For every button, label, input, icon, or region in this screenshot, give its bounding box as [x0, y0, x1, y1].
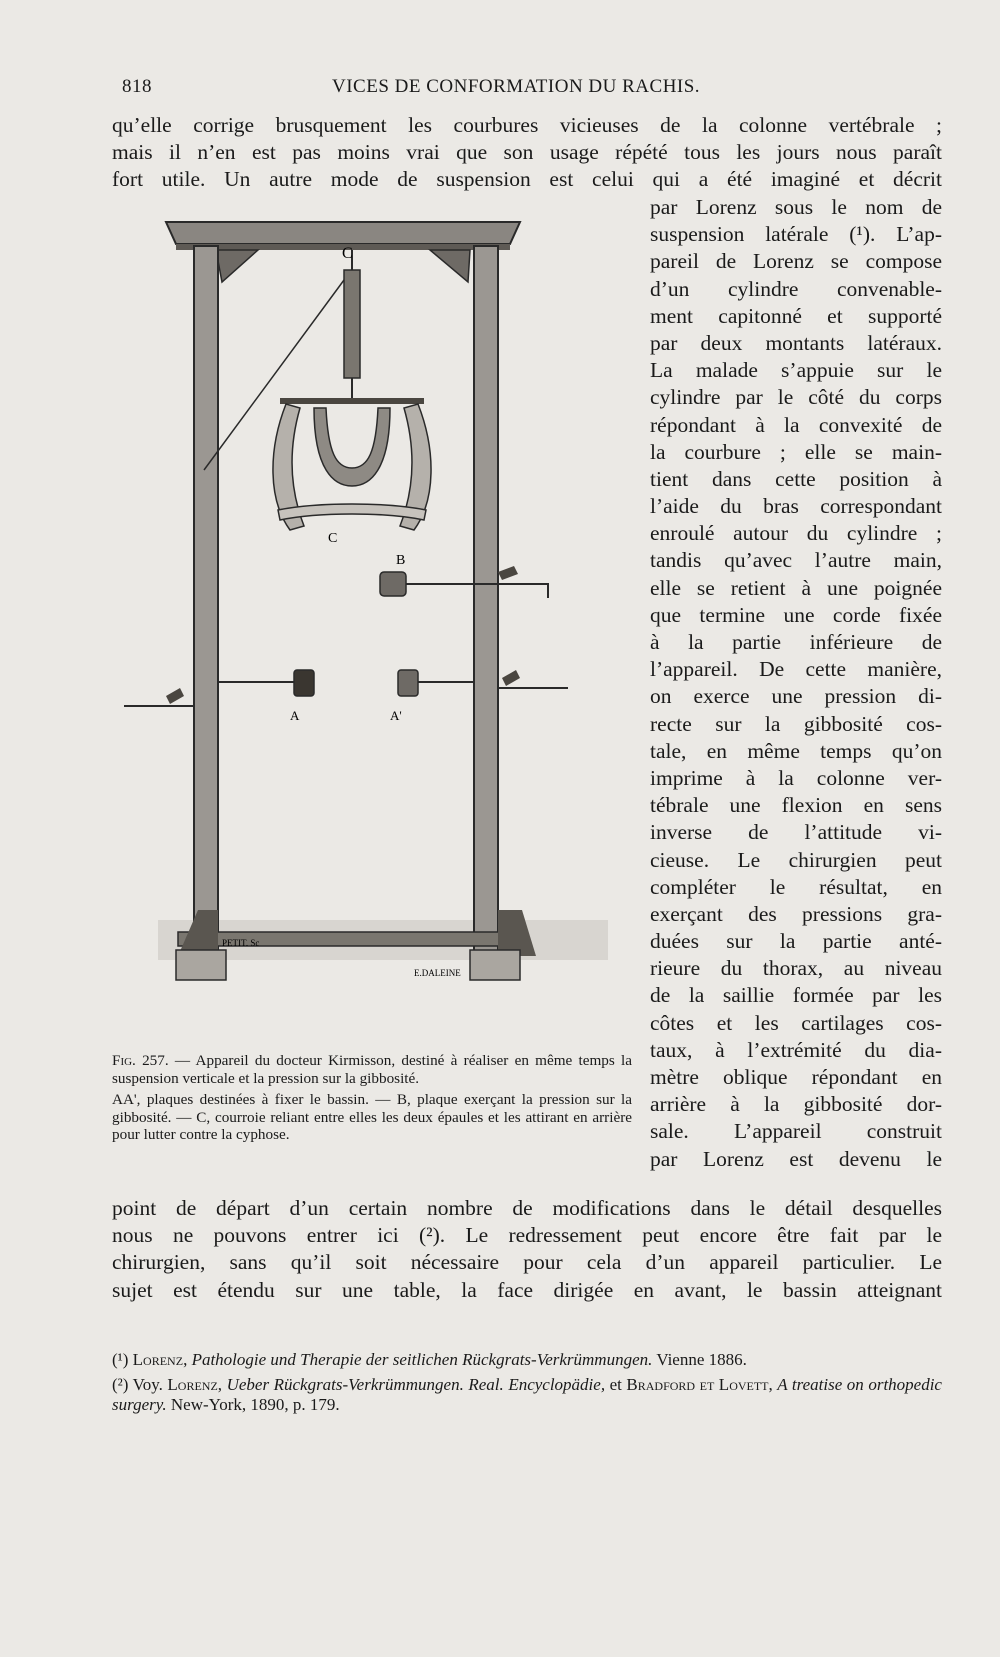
text-line: mais il n’en est pas moins vrai que son usage répété tous les jours nous paraît	[112, 140, 942, 165]
running-title: VICES DE CONFORMATION DU RACHIS.	[332, 76, 701, 97]
footnote-author: Lorenz	[132, 1350, 184, 1369]
body-text-top	[112, 112, 942, 194]
left-foot-block	[176, 950, 226, 980]
figure-number: Fig. 257.	[112, 1052, 169, 1069]
label-c-top: C	[342, 245, 353, 262]
text-line: côtes et les cartilages cos-	[650, 1010, 942, 1035]
text-line: taux, à l’extrémité du dia-	[650, 1037, 942, 1062]
footnote-1: (¹) Lorenz, Pathologie und Therapie der seitlichen Rückgrats-Verkrümmungen. Vienne 1886.	[112, 1350, 747, 1369]
label-c: C	[328, 531, 338, 546]
right-screw-handle	[502, 670, 520, 686]
plate-b-crank	[518, 584, 548, 598]
right-foot-block	[470, 950, 520, 980]
caption-legend: AA', plaques destinées à fixer le bassin. — B, plaque exerçant la pression sur la gibbosité. — C, courroie reliant entre elles les deux épaules et les attirant en arrière pour lutter contre la cyphose.	[112, 1091, 632, 1144]
text-line: compléter le résultat, en	[650, 874, 942, 899]
text-line: enroulé autour du cylindre ;	[650, 521, 942, 546]
footnote-title: A treatise on orthopedic surgery.	[112, 1374, 942, 1415]
caption-description: — Appareil du docteur Kirmisson, destiné à réaliser en même temps la suspension verticale et la pression sur la gibbosité.	[112, 1052, 632, 1087]
text-line: arrière à la gibbosité dor-	[650, 1092, 942, 1117]
text-line: elle se retient à une poignée	[650, 575, 942, 600]
text-line: ment capitonné et supporté	[650, 303, 942, 328]
text-line: sujet est étendu sur une table, la face dirigée en avant, le bassin atteignant	[112, 1277, 942, 1302]
text-line: la courbure ; elle se main-	[650, 439, 942, 464]
footnote-author: Bradford et Lovett	[626, 1374, 769, 1394]
text-line: à la partie inférieure de	[650, 630, 942, 654]
label-a: A	[290, 708, 300, 723]
plate-a	[294, 670, 314, 696]
text-line: chirurgien, sans qu’il soit nécessaire pour cela d’un appareil particulier. Le	[112, 1250, 942, 1275]
pulley-block	[344, 270, 360, 378]
text-line: inverse de l’attitude vi-	[650, 820, 942, 845]
text-line: sale. L’appareil construit	[650, 1119, 942, 1144]
left-bracket	[216, 250, 258, 282]
text-line: suspension latérale (¹). L’ap-	[650, 222, 942, 247]
running-head	[122, 76, 942, 104]
text-line: imprime à la colonne ver-	[650, 765, 942, 790]
text-line: on exerce une pression di-	[650, 684, 942, 709]
footnote-title: Ueber Rückgrats-Verkrümmungen. Real. Encyclopädie,	[226, 1374, 606, 1394]
text-line: de la saillie formée par les	[650, 983, 942, 1008]
label-b: B	[396, 553, 406, 568]
right-upright	[474, 246, 498, 958]
body-text-bottom	[112, 1195, 942, 1304]
text-line: tient dans cette position à	[650, 466, 942, 491]
plate-a-prime	[398, 670, 418, 696]
text-line: l’appareil. De cette manière,	[650, 657, 942, 682]
engraver-signature-left: PETIT. Sc	[222, 938, 260, 948]
text-line: La malade s’appuie sur le	[650, 358, 942, 383]
top-beam	[166, 222, 520, 244]
text-line: par Lorenz sous le nom de	[650, 195, 942, 219]
body-text-side-column	[650, 194, 942, 1173]
figure-257	[118, 220, 648, 1050]
text-line: exerçant des pressions gra-	[650, 901, 942, 926]
footnote-author: Lorenz	[167, 1374, 218, 1394]
text-line: d’un cylindre convenable-	[650, 276, 942, 301]
figure-caption	[112, 1052, 632, 1148]
text-line: pareil de Lorenz se compose	[650, 249, 942, 274]
text-line: tébrale une flexion en sens	[650, 793, 942, 818]
text-line: répondant à la convexité de	[650, 412, 942, 437]
page-number: 818	[122, 76, 152, 97]
plate-b	[380, 572, 406, 596]
engraver-signature-right: E.DALEINE	[414, 968, 461, 978]
text-line: mètre oblique répondant en	[650, 1065, 942, 1089]
head-sling	[314, 408, 390, 486]
label-a-prime: A'	[390, 708, 402, 723]
text-line: cylindre par le côté du corps	[650, 385, 942, 410]
footnote-title: Pathologie und Therapie der seitlichen Rückgrats-Verkrümmungen.	[191, 1350, 653, 1369]
text-line: par deux montants latéraux.	[650, 330, 942, 355]
text-line: duées sur la partie anté-	[650, 929, 942, 954]
text-line: cieuse. Le chirurgien peut	[650, 847, 942, 872]
spreader-bar	[280, 398, 424, 404]
left-screw-handle	[166, 688, 184, 704]
text-line: recte sur la gibbosité cos-	[650, 711, 942, 736]
text-line: qu’elle corrige brusquement les courbures vicieuses de la colonne vertébrale ;	[112, 113, 942, 137]
text-line: tale, en même temps qu’on	[650, 738, 942, 763]
text-line: que termine une corde fixée	[650, 602, 942, 627]
footnote-2: (²) Voy. Lorenz, Ueber Rückgrats-Verkrümmungen. Real. Encyclopädie, et Bradford et Lovett, A treatise on orthopedic surgery. New-York, 1890, p. 179.	[112, 1374, 942, 1415]
footnotes	[112, 1350, 942, 1420]
text-line: nous ne pouvons entrer ici (²). Le redressement peut encore être fait par le	[112, 1223, 942, 1248]
suspension-apparatus-illustration	[118, 220, 648, 1050]
text-line: tandis qu’avec l’autre main,	[650, 548, 942, 573]
text-line: point de départ d’un certain nombre de modifications dans le détail desquelles	[112, 1196, 942, 1220]
plate-b-screw	[498, 566, 518, 580]
caption-title	[112, 1052, 632, 1087]
text-line: rieure du thorax, au niveau	[650, 956, 942, 981]
text-line: par Lorenz est devenu le	[650, 1146, 942, 1171]
text-line: l’aide du bras correspondant	[650, 494, 942, 519]
text-line: fort utile. Un autre mode de suspension est celui qui a été imaginé et décrit	[112, 167, 942, 192]
right-bracket	[430, 250, 470, 282]
left-upright	[194, 246, 218, 958]
